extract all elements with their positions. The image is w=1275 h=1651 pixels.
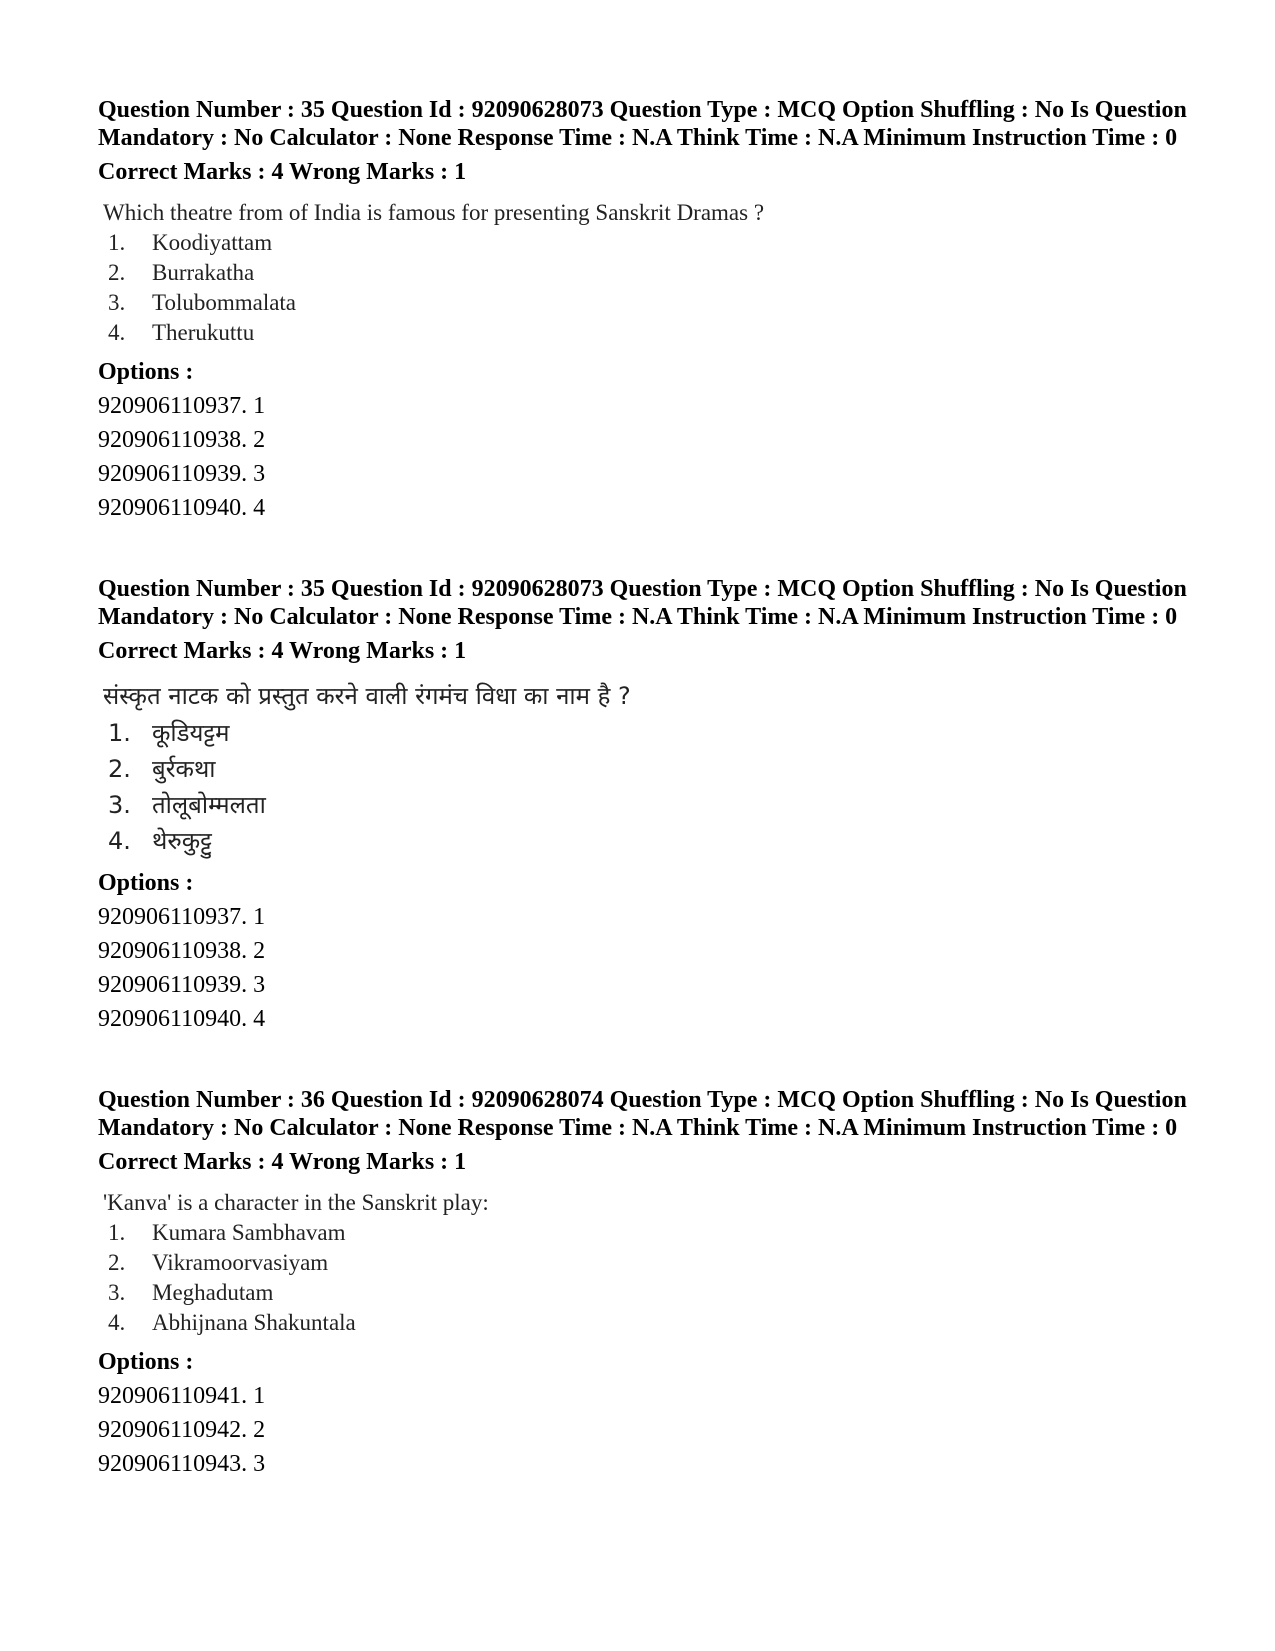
question-marks: Correct Marks : 4 Wrong Marks : 1	[98, 159, 467, 185]
choice-text: कूडियट्टम	[152, 719, 230, 747]
choice-number: 1.	[108, 1220, 126, 1245]
choice-number: 4.	[108, 1310, 126, 1335]
choice-item	[103, 1218, 1188, 1248]
option-id: 920906110943. 3	[98, 1451, 266, 1477]
question-text: 'Kanva' is a character in the Sanskrit play:	[103, 1190, 489, 1215]
option-id: 920906110939. 3	[98, 972, 266, 998]
question-text: Which theatre from of India is famous for presenting Sanskrit Dramas ?	[103, 200, 765, 225]
option-id: 920906110937. 1	[98, 393, 266, 419]
choice-number: 1.	[108, 230, 126, 255]
option-id: 920906110941. 1	[98, 1383, 266, 1409]
option-id: 920906110939. 3	[98, 461, 266, 487]
choice-text: तोलूबोम्मलता	[152, 791, 266, 819]
choice-text: Tolubommalata	[152, 290, 297, 315]
question-meta: Question Number : 35 Question Id : 92090628073 Question Type : MCQ Option Shuffling : No Is Question Mandatory : No Calculator : None Response Time : N.A Think Time : N.A Minimum Instruction Time : 0	[98, 576, 1187, 630]
choice-number: 3.	[108, 791, 131, 819]
choice-item	[103, 1278, 1188, 1308]
choice-text: Meghadutam	[152, 1280, 274, 1305]
choice-item	[103, 823, 1188, 859]
choice-number: 1.	[108, 719, 131, 747]
choice-item	[103, 751, 1188, 787]
option-id: 920906110942. 2	[98, 1417, 266, 1443]
question-block-1	[98, 96, 1188, 522]
question-text: संस्कृत नाटक को प्रस्तुत करने वाली रंगमंच विधा का नाम है ?	[103, 682, 631, 710]
choice-text: Therukuttu	[152, 320, 255, 345]
question-meta: Question Number : 35 Question Id : 92090628073 Question Type : MCQ Option Shuffling : No Is Question Mandatory : No Calculator : None Response Time : N.A Think Time : N.A Minimum Instruction Time : 0	[98, 97, 1187, 151]
choice-item	[103, 318, 1188, 348]
choice-text: Abhijnana Shakuntala	[152, 1310, 356, 1335]
choice-number: 3.	[108, 290, 126, 315]
option-id: 920906110937. 1	[98, 904, 266, 930]
choice-number: 4.	[108, 320, 126, 345]
block-spacer	[98, 1033, 1188, 1086]
question-marks: Correct Marks : 4 Wrong Marks : 1	[98, 638, 467, 664]
choice-item	[103, 715, 1188, 751]
option-id: 920906110940. 4	[98, 495, 266, 521]
choice-item	[103, 228, 1188, 258]
block-spacer	[98, 522, 1188, 575]
option-id: 920906110938. 2	[98, 427, 266, 453]
choice-item	[103, 787, 1188, 823]
choice-text: Koodiyattam	[152, 230, 273, 255]
option-id: 920906110938. 2	[98, 938, 266, 964]
choice-item	[103, 288, 1188, 318]
options-label: Options :	[98, 870, 194, 896]
choice-text: Vikramoorvasiyam	[152, 1250, 329, 1275]
choice-text: Burrakatha	[152, 260, 255, 285]
choice-item	[103, 1308, 1188, 1338]
question-content	[103, 198, 1188, 348]
options-label: Options :	[98, 1349, 194, 1375]
choice-text: Kumara Sambhavam	[152, 1220, 346, 1245]
question-content	[103, 677, 1188, 859]
question-block-2	[98, 575, 1188, 1033]
document-page	[98, 96, 1188, 1478]
choice-number: 2.	[108, 260, 126, 285]
choice-number: 4.	[108, 827, 131, 855]
choice-item	[103, 1248, 1188, 1278]
choice-text: बुर्रकथा	[152, 755, 216, 783]
question-block-3	[98, 1086, 1188, 1478]
question-content	[103, 1188, 1188, 1338]
options-label: Options :	[98, 359, 194, 385]
choice-number: 3.	[108, 1280, 126, 1305]
question-marks: Correct Marks : 4 Wrong Marks : 1	[98, 1149, 467, 1175]
question-meta: Question Number : 36 Question Id : 92090628074 Question Type : MCQ Option Shuffling : No Is Question Mandatory : No Calculator : None Response Time : N.A Think Time : N.A Minimum Instruction Time : 0	[98, 1087, 1187, 1141]
choice-item	[103, 258, 1188, 288]
choice-number: 2.	[108, 755, 131, 783]
option-id: 920906110940. 4	[98, 1006, 266, 1032]
choice-text: थेरुकुट्टु	[152, 827, 212, 855]
choice-number: 2.	[108, 1250, 126, 1275]
